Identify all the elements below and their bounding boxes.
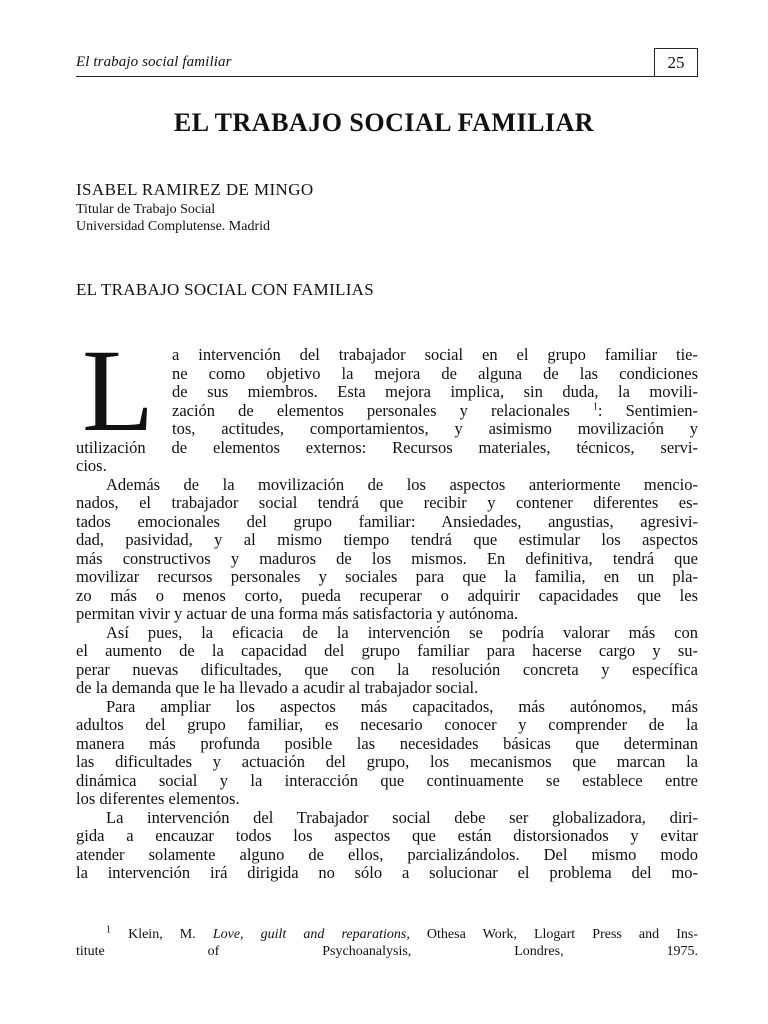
text-line: adultos del grupo familiar, es necesario conocer y comprender de la <box>76 715 698 734</box>
text-line: el aumento de la capacidad del grupo familiar para hacerse cargo y su- <box>76 641 698 660</box>
text-line: a intervención del trabajador social en el grupo familiar tie- <box>172 345 698 364</box>
text-line <box>172 402 698 421</box>
text-line: Además de la movilización de los aspectos anteriormente mencio- <box>106 474 698 494</box>
text-line: Así pues, la eficacia de la intervención se podría valorar más con <box>106 622 698 642</box>
page-number: 25 <box>654 48 698 76</box>
text-line: la intervención irá dirigida no sólo a solucionar el problema del mo- <box>76 863 698 882</box>
text-line: más constructivos y maduros de los mismos. En definitiva, tendrá que <box>76 548 698 568</box>
footnote-reference[interactable]: 1 <box>592 401 598 412</box>
text-line: manera más profunda posible las necesidades básicas que determinan <box>76 733 698 753</box>
running-header <box>76 52 698 77</box>
footnote-line <box>76 926 698 943</box>
footnote-line: titute of Psychoanalysis, Londres, 1975. <box>76 944 698 959</box>
text-line: cios. <box>76 456 107 475</box>
text-line: dinámica social y la interacción que continuamente se establece entre <box>76 770 698 790</box>
text-line: nados, el trabajador social tendrá que recibir y contener diferentes es- <box>76 493 698 512</box>
text-line: movilizar recursos personales y sociales para que la familia, en un pla- <box>76 567 698 586</box>
text-line: los diferentes elementos. <box>76 789 240 808</box>
author-name: ISABEL RAMIREZ DE MINGO <box>76 180 314 199</box>
text-line: dad, pasividad, y al mismo tiempo tendrá que estimular los aspectos <box>76 530 698 549</box>
text-line: tados emocionales del grupo familiar: Ansiedades, angustias, agresivi- <box>76 511 698 531</box>
text-line: utilización de elementos externos: Recursos materiales, técnicos, servi- <box>76 437 698 457</box>
text-line: atender solamente alguno de ellos, parcializándolos. Del mismo modo <box>76 844 698 864</box>
text-line: tos, actitudes, comportamientos, y asimismo movilización y <box>172 419 698 438</box>
text-line: de la demanda que le ha llevado a acudir al trabajador social. <box>76 678 479 697</box>
drop-cap-paragraph-lines <box>76 346 698 439</box>
text-segment: : Sentimien- <box>597 400 699 420</box>
footnote-marker: 1 <box>106 924 111 936</box>
text-line: zo más o menos corto, pueda recuperar o adquirir capacidades que les <box>76 585 698 605</box>
author-affiliation-title: Titular de Trabajo Social <box>76 202 216 217</box>
text-line: Para ampliar los aspectos más capacitados, más autónomos, más <box>106 696 698 716</box>
text-line: de sus miembros. Esta mejora implica, sin duda, la movili- <box>172 382 698 401</box>
drop-cap: L <box>82 325 155 456</box>
text-line: La intervención del Trabajador social debe ser globalizadora, diri- <box>106 807 698 827</box>
article-title: EL TRABAJO SOCIAL FAMILIAR <box>173 108 595 137</box>
text-line: las dificultades y actuación del grupo, los mecanismos que marcan la <box>76 752 698 771</box>
footnote <box>76 926 698 960</box>
text-line: gida a encauzar todos los aspectos que están distorsionados y evitar <box>76 826 698 845</box>
text-line: perar nuevas dificultades, que con la resolución concreta y específica <box>76 659 698 679</box>
text-segment: zación de elementos personales y relacionales <box>172 400 570 420</box>
footnote-work-title: Love, guilt and reparations, <box>212 927 410 942</box>
author-affiliation-university: Universidad Complutense. Madrid <box>76 219 271 234</box>
text-line: permitan vivir y actuar de una forma más satisfactoria y autónoma. <box>76 604 519 623</box>
running-title: El trabajo social familiar <box>76 54 232 70</box>
section-heading: EL TRABAJO SOCIAL CON FAMILIAS <box>76 280 375 299</box>
text-line: ne como objetivo la mejora de alguna de las condiciones <box>172 363 698 383</box>
body-text <box>76 346 698 883</box>
footnote-publisher: Othesa Work, Llogart Press and Ins- <box>426 927 699 942</box>
footnote-author: Klein, M. <box>128 927 196 942</box>
